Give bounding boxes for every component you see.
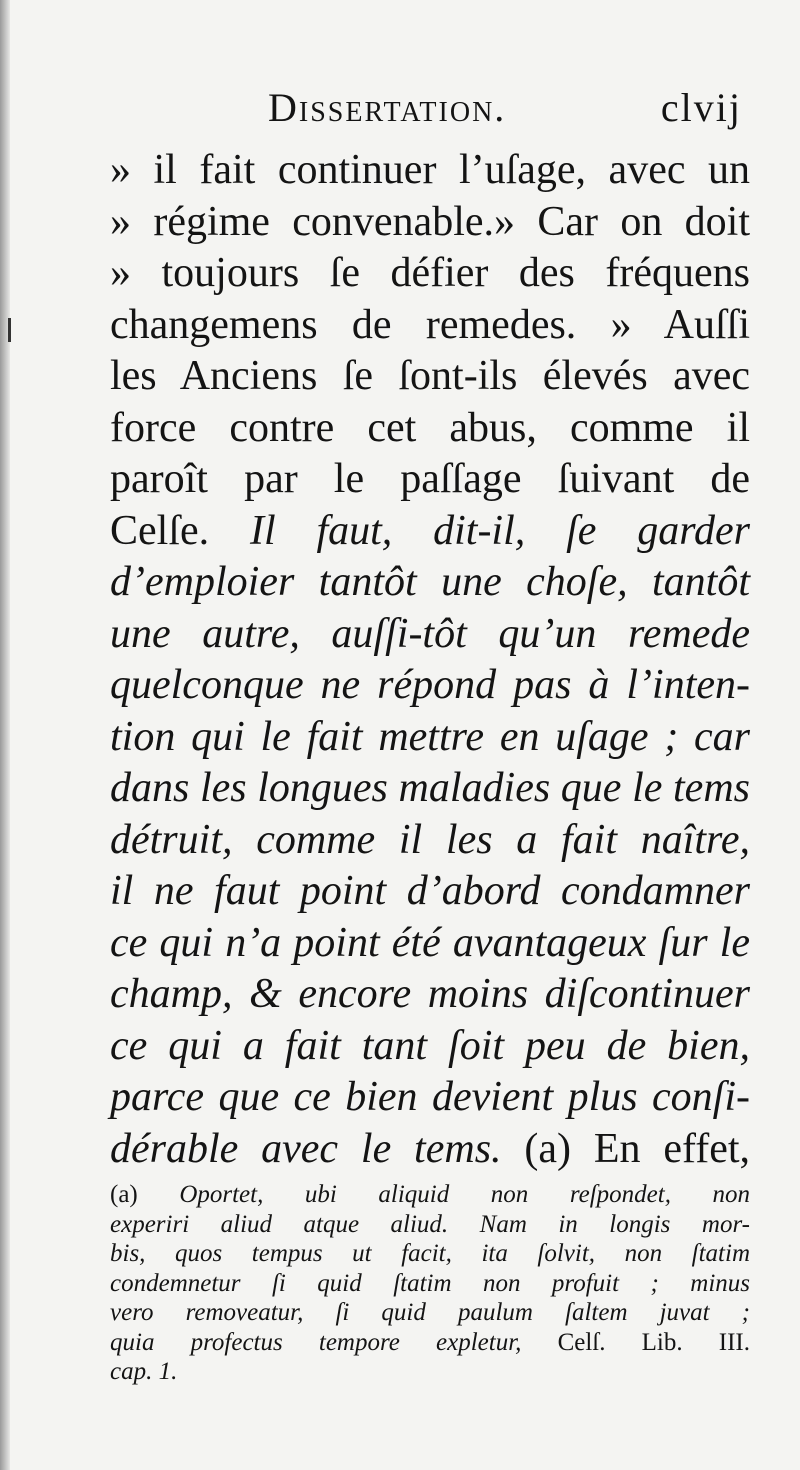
text-line: changemens de remedes. » Auſſi [110, 301, 750, 348]
footnote-line [110, 1180, 750, 1210]
quotation-line: détruit, comme il les a fait naître, [110, 816, 750, 863]
quotation-line: champ, & encore moins diſcontinuer [110, 971, 750, 1017]
text-line: » il fait continuer l’uſage, avec un [110, 147, 750, 193]
quotation-line: parce que ce bien devient plus conſi- [110, 1074, 750, 1120]
quotation-end: dérable avec le tems. [110, 1125, 502, 1172]
running-header [268, 84, 748, 134]
footnote-citation: Celſ. Lib. III. [557, 1328, 750, 1356]
footnote-line: bis, quos tempus ut facit, ita ſolvit, non ſtatim [110, 1240, 750, 1267]
quotation-line: une autre, auſſi-tôt qu’un remede [110, 610, 750, 657]
text-line: » toujours ſe défier des fréquens [110, 250, 750, 296]
quotation-line: d’emploier tantôt une choſe, tantôt [110, 559, 750, 605]
footnote-marker: (a) [110, 1181, 138, 1208]
footnote-text: quia profectus tempore expletur, [110, 1328, 522, 1356]
text-line: paroît par le paſſage ſuivant de [110, 456, 750, 502]
quotation-line: tion qui le fait mettre en uſage ; car [110, 713, 750, 760]
footnote-text: Oportet, ubi aliquid non reſpondet, non [179, 1181, 750, 1208]
text-line: les Anciens ſe ſont-ils élevés avec [110, 353, 750, 399]
author-name: Celſe. [110, 507, 210, 554]
footnote-reference: (a) En effet, [524, 1125, 751, 1172]
footnote-line: vero removeatur, ſi quid paulum ſaltem juvat ; [110, 1299, 750, 1326]
text-line: » régime convenable.» Car on doit [110, 198, 750, 245]
footnote-line: experiri aliud atque aliud. Nam in longis mor- [110, 1210, 750, 1238]
text-line: force contre cet abus, comme il [110, 404, 750, 451]
footnote-line [110, 1328, 750, 1358]
page-number: clvij [660, 85, 742, 130]
quotation-line: ce qui a fait tant ſoit peu de bien, [110, 1022, 750, 1069]
footnote-line: cap. 1. [110, 1358, 178, 1385]
footnote [110, 1180, 750, 1387]
quotation-line: dans les longues maladies que le tems [110, 765, 750, 811]
quotation-start: Il faut, dit-il, ſe garder [249, 507, 750, 554]
footnote-line: condemnetur ſi quid ſtatim non profuit ; minus [110, 1269, 750, 1297]
quotation-line: quelconque ne répond pas à l’inten- [110, 662, 750, 708]
text-line [110, 506, 750, 558]
quotation-line: ce qui n’a point été avantageux ſur le [110, 919, 750, 966]
running-title: Dissertation. [268, 85, 507, 130]
main-text [110, 145, 750, 1175]
margin-mark [8, 318, 11, 342]
text-line [110, 1124, 750, 1176]
page-gutter-shadow [0, 0, 10, 1470]
quotation-line: il ne faut point d’abord condamner [110, 868, 750, 914]
